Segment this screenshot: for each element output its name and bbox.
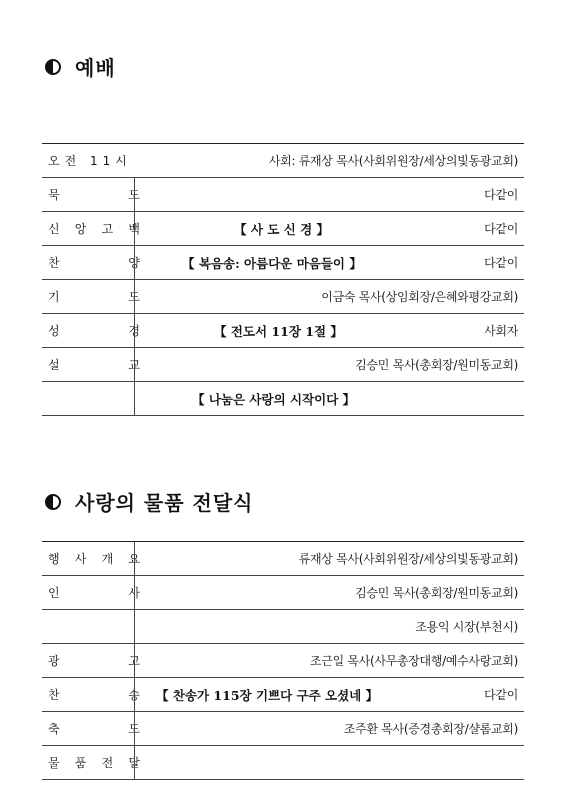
column-divider [134,246,135,279]
row-label-char: 축 [48,722,60,736]
half-circle-icon [45,494,61,510]
row-person: 다같이 [484,688,518,702]
row-person: 김승민 목사(총회장/원미동교회) [355,586,518,600]
row-label-char: 성 [48,324,60,338]
row-title: 【 찬송가 115장 기쁘다 구주 오셨네 】 [156,687,379,703]
table-row [42,542,524,576]
row-label [42,644,148,677]
row-label-char: 도 [128,290,140,304]
row-label-char: 묵 [48,188,60,202]
worship-table [42,143,524,416]
row-label-char: 요 [128,552,140,566]
row-label-char: 기 [48,290,60,304]
row-title: 【 나눔은 사랑의 시작이다 】 [192,391,356,407]
row-label [42,212,148,245]
row-label-char: 양 [128,256,140,270]
row-label-char: 백 [128,222,140,236]
row-label-char: 광 [48,654,60,668]
row-person: 조근일 목사(사무총장대행/예수사랑교회) [310,654,518,668]
row-label-char: 달 [128,756,140,770]
table-row [42,314,524,348]
row-label-char: 전 [101,756,114,770]
table-row [42,644,524,678]
row-label [42,542,148,575]
row-person: 김승민 목사(총회장/원미동교회) [355,358,518,372]
row-person: 이금숙 목사(상임회장/은혜와평강교회) [321,290,518,304]
table-row [42,746,524,780]
moderator-text: 사회: 류재상 목사(사회위원장/세상의빛동광교회) [268,154,518,168]
column-divider [134,314,135,347]
row-person: 사회자 [484,324,518,338]
row-label [42,678,148,711]
row-label-char: 사 [128,586,140,600]
row-label-char: 경 [128,324,140,338]
section-title: 예배 [75,56,116,80]
row-label [42,178,148,211]
time-label: 오전 11시 [48,154,132,168]
row-person: 류재상 목사(사회위원장/세상의빛동광교회) [298,552,518,566]
row-label [42,348,148,381]
column-divider [134,644,135,677]
section-heading-worship [45,52,116,81]
row-label [42,314,148,347]
column-divider [134,542,135,575]
row-person: 다같이 [484,222,518,236]
row-label-char: 신 [48,222,60,236]
table-row [42,610,524,644]
row-label [42,746,148,779]
table-row [42,678,524,712]
column-divider [134,610,135,643]
column-divider [134,712,135,745]
row-label-char: 고 [128,654,140,668]
table-row [42,280,524,314]
row-label-char: 인 [48,586,60,600]
column-divider [134,746,135,779]
column-divider [134,678,135,711]
column-divider [134,576,135,609]
table-row [42,576,524,610]
section-heading-ceremony [45,487,254,516]
row-label-char: 찬 [48,256,60,270]
row-title: 【 사 도 신 경 】 [234,221,330,237]
column-divider [134,280,135,313]
row-label-char: 개 [101,552,114,566]
row-label-char: 찬 [48,688,60,702]
column-divider [134,212,135,245]
row-title: 【 복음송: 아름다운 마음들이 】 [182,255,362,271]
row-label-char: 설 [48,358,60,372]
section-title: 사랑의 물품 전달식 [75,491,254,515]
row-label-char: 행 [48,552,60,566]
row-label-char: 물 [48,756,60,770]
table-row [42,212,524,246]
column-divider [134,382,135,415]
row-label [42,280,148,313]
row-label-char: 사 [74,552,87,566]
column-divider [134,348,135,381]
row-label-char: 도 [128,188,140,202]
row-label-char: 송 [128,688,140,702]
table-row [42,382,524,416]
table-header-row [42,144,524,178]
half-circle-icon [45,59,61,75]
row-person: 다같이 [484,188,518,202]
ceremony-table [42,541,524,780]
row-label-char: 고 [101,222,114,236]
table-row [42,712,524,746]
row-title: 【 전도서 11장 1절 】 [214,323,343,339]
row-label [42,246,148,279]
row-label-char: 교 [128,358,140,372]
row-label-char: 품 [74,756,87,770]
table-row [42,246,524,280]
row-label-char: 도 [128,722,140,736]
row-label [42,712,148,745]
table-row [42,348,524,382]
table-row [42,178,524,212]
row-person: 다같이 [484,256,518,270]
row-person: 조주환 목사(증경총회장/샬롬교회) [343,722,518,736]
row-person: 조용익 시장(부천시) [415,620,518,634]
row-label [42,382,148,415]
row-label-char: 앙 [74,222,87,236]
column-divider [134,178,135,211]
row-label [42,610,148,643]
row-label [42,576,148,609]
